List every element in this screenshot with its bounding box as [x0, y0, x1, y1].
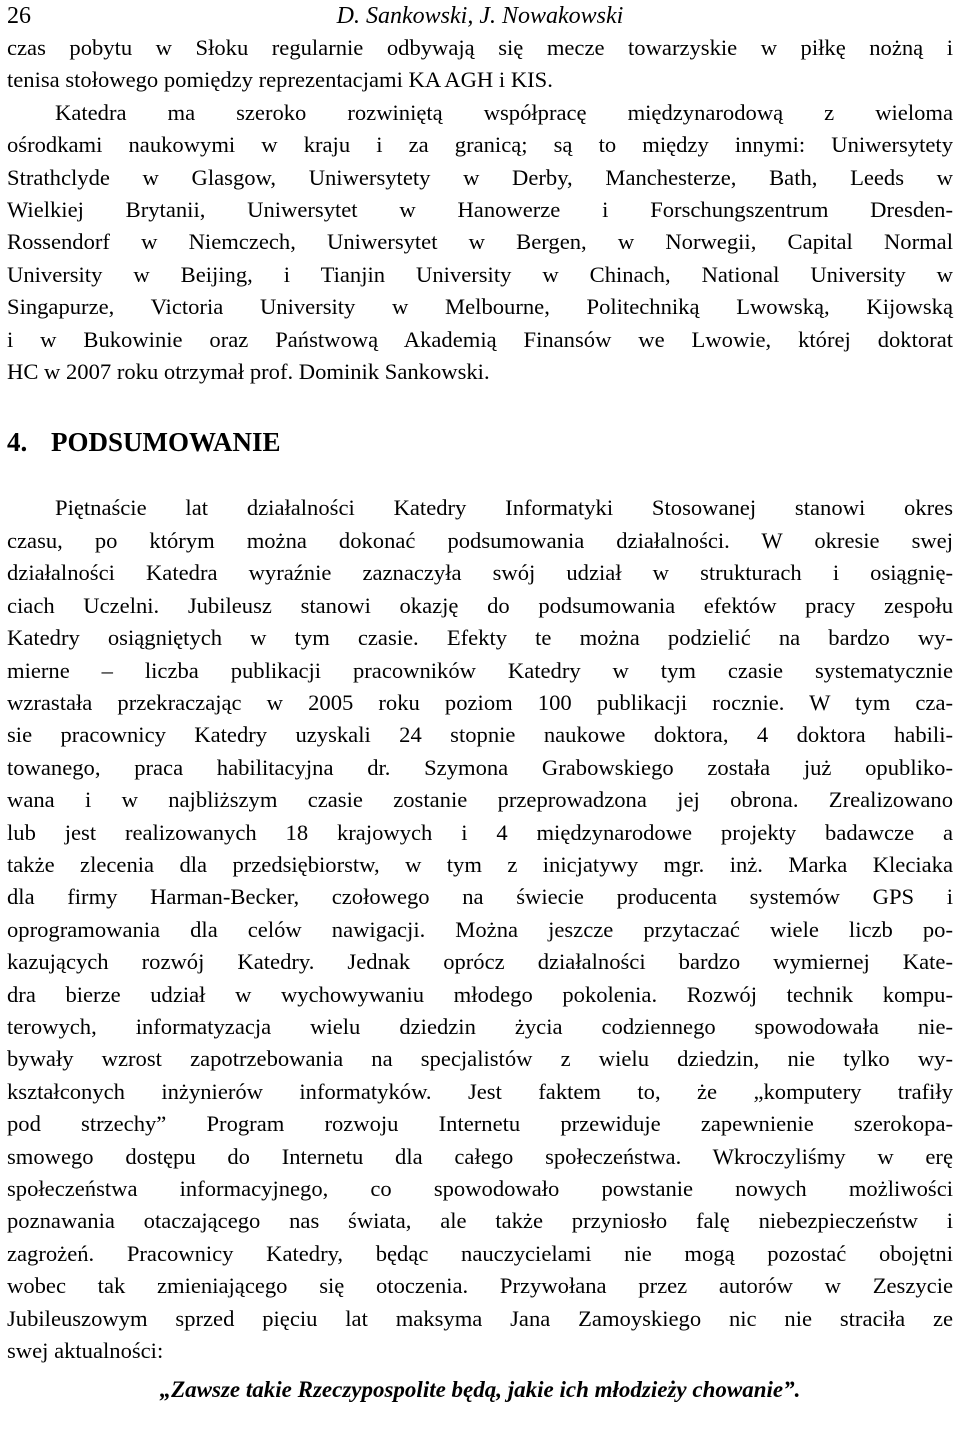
text-line: kazujących rozwój Katedry. Jednak oprócz działalności bardzo wymiernej Kate- [7, 949, 953, 975]
text-line: czas pobytu w Słoku regularnie odbywają się mecze towarzyskie w piłkę nożną i [7, 35, 953, 60]
text-line: mierne – liczba publikacji pracowników Katedry w tym czasie systematycznie [7, 657, 953, 683]
text-line: czasu, po którym można dokonać podsumowania działalności. W okresie swej [7, 527, 953, 553]
text-line: także zlecenia dla przedsiębiorstw, w tym z inicjatywy mgr. inż. Marka Kleciaka [7, 851, 953, 877]
text-line: Rossendorf w Niemczech, Uniwersytet w Bergen, w Norwegii, Capital Normal [7, 229, 953, 255]
text-line: wana i w najbliższym czasie zostanie przeprowadzona jej obrona. Zrealizowano [7, 787, 953, 813]
page-number: 26 [7, 3, 31, 29]
section-heading [7, 422, 953, 462]
text-line: społeczeństwa informacyjnego, co spowodowało powstanie nowych możliwości [7, 1176, 953, 1201]
page [7, 0, 953, 1407]
paragraph-continued [7, 32, 953, 97]
text-line: sie pracownicy Katedry uzyskali 24 stopnie naukowe doktora, 4 doktora habili- [7, 722, 953, 748]
text-line: University w Beijing, i Tianjin University w Chinach, National University w [7, 261, 953, 287]
text-line: Katedry osiągniętych w tym czasie. Efekty te można podzielić na bardzo wy- [7, 625, 953, 651]
text-line: dla firmy Harman-Becker, czołowego na świecie producenta systemów GPS i [7, 884, 953, 910]
paragraph-summary [7, 492, 953, 1367]
section-title: PODSUMOWANIE [51, 427, 281, 458]
text-line: Wielkiej Brytanii, Uniwersytet w Hanowerze i Forschungszentrum Dresden- [7, 197, 953, 223]
text-line: wobec tak zmieniającego się otoczenia. Przywołana przez autorów w Zeszycie [7, 1273, 953, 1299]
text-line: Katedra ma szeroko rozwiniętą współpracę międzynarodową z wieloma [55, 99, 953, 125]
text-line: Singapurze, Victoria University w Melbourne, Politechniką Lwowską, Kijowską [7, 294, 953, 320]
text-line: Strathclyde w Glasgow, Uniwersytety w Derby, Manchesterze, Bath, Leeds w [7, 164, 953, 190]
text-line: Jubileuszowym sprzed pięciu lat maksyma Jana Zamoyskiego nic nie straciła ze [7, 1305, 953, 1331]
text-line: HC w 2007 roku otrzymał prof. Dominik Sankowski. [7, 359, 490, 385]
text-line: pod strzechy” Program rozwoju Internetu przewiduje zapewnienie szerokopa- [7, 1111, 953, 1137]
text-line: swej aktualności: [7, 1338, 164, 1364]
closing-quote: „Zawsze takie Rzeczypospolite będą, jakie ich młodzieży chowanie”. [159, 1377, 801, 1403]
text-line: poznawania otaczającego nas świata, ale także przyniosło falę niebezpieczeństw i [7, 1208, 953, 1234]
paragraph-cooperation [7, 97, 953, 389]
running-header [7, 0, 953, 32]
text-line: oprogramowania dla celów nawigacji. Można jeszcze przytaczać wiele liczb po- [7, 916, 953, 942]
text-line: zagrożeń. Pracownicy Katedry, będąc nauczycielami nie mogą pozostać obojętni [7, 1240, 953, 1266]
text-line: i w Bukowinie oraz Państwową Akademią Finansów we Lwowie, której doktorat [7, 326, 953, 352]
text-line: wzrastała przekraczając w 2005 roku poziom 100 publikacji rocznie. W tym cza- [7, 689, 953, 715]
text-line: działalności Katedra wyraźnie zaznaczyła swój udział w strukturach i osiągnię- [7, 560, 953, 586]
text-line: ciach Uczelni. Jubileusz stanowi okazję do podsumowania efektów pracy zespołu [7, 592, 953, 618]
text-line: kształconych inżynierów informatyków. Jest faktem to, że „komputery trafiły [7, 1078, 953, 1104]
text-line: smowego dostępu do Internetu dla całego społeczeństwa. Wkroczyliśmy w erę [7, 1143, 953, 1169]
text-line: towanego, praca habilitacyjna dr. Szymona Grabowskiego została już opubliko- [7, 754, 953, 780]
section-number: 4. [7, 427, 28, 458]
text-line: terowych, informatyzacja wielu dziedzin życia codziennego spowodowała nie- [7, 1013, 953, 1039]
text-line: dra bierze udział w wychowywaniu młodego pokolenia. Rozwój technik kompu- [7, 981, 953, 1007]
running-title: D. Sankowski, J. Nowakowski [336, 3, 624, 29]
text-line: ośrodkami naukowymi w kraju i za granicą; są to między innymi: Uniwersytety [7, 132, 953, 158]
text-line: lub jest realizowanych 18 krajowych i 4 międzynarodowe projekty badawcze a [7, 819, 953, 845]
text-line: tenisa stołowego pomiędzy reprezentacjami KA AGH i KIS. [7, 67, 553, 93]
text-line: bywały wzrost zapotrzebowania na specjalistów z wielu dziedzin, nie tylko wy- [7, 1046, 953, 1072]
text-line: Piętnaście lat działalności Katedry Informatyki Stosowanej stanowi okres [55, 495, 953, 521]
